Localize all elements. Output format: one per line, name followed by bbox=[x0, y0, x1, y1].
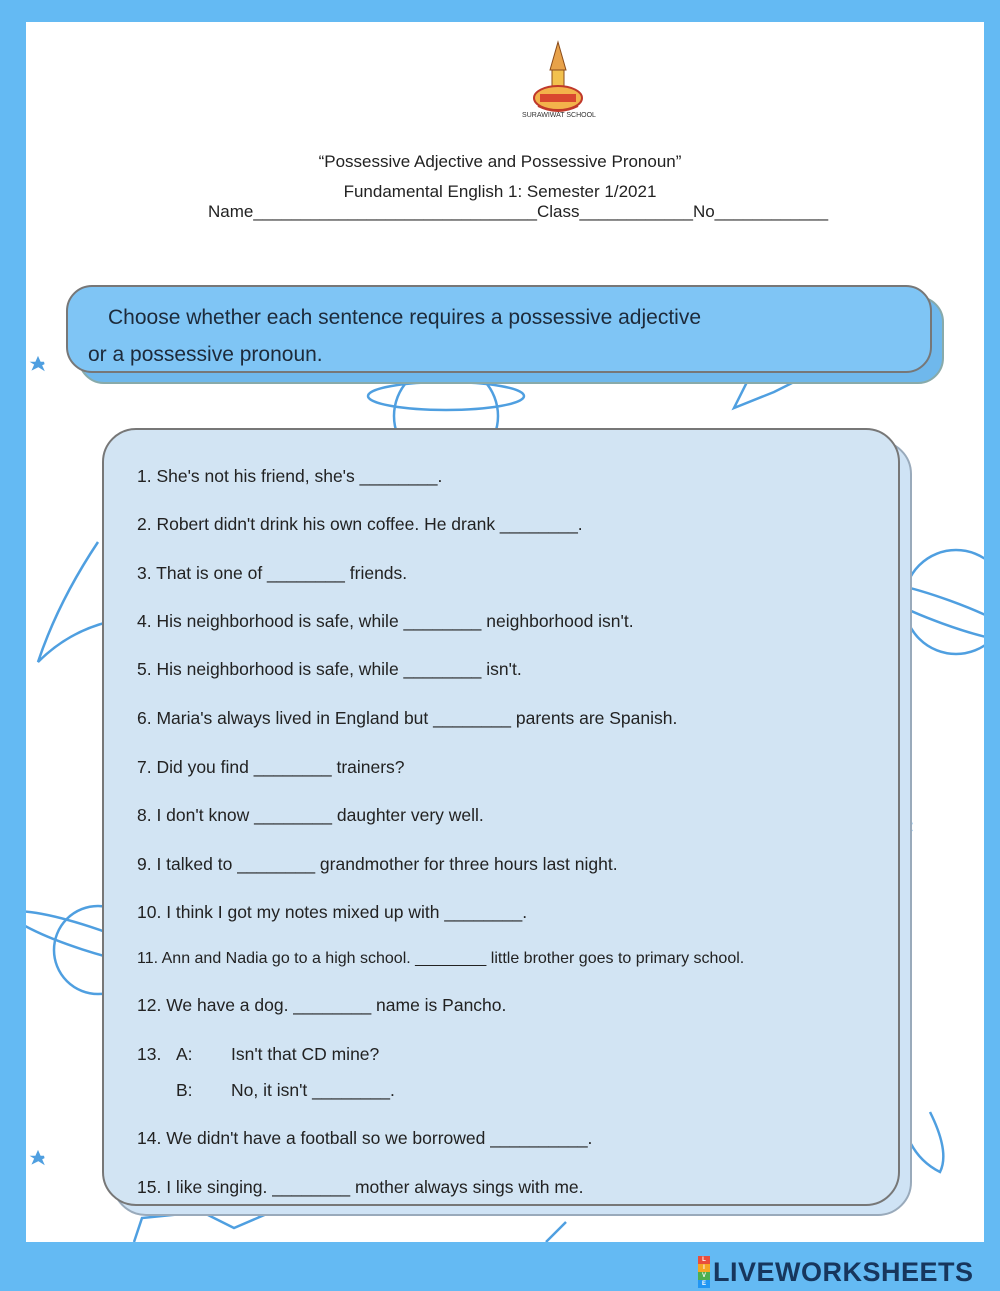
question-13-number: 13. bbox=[137, 1044, 162, 1064]
question-3: 3. That is one of ________ friends. bbox=[137, 563, 408, 583]
school-name-caption: SURAWIWAT SCHOOL bbox=[522, 112, 596, 119]
worksheet-subtitle: Fundamental English 1: Semester 1/2021 bbox=[343, 182, 657, 201]
question-13-b-label: B: bbox=[176, 1080, 193, 1100]
question-13-a-label: A: bbox=[176, 1044, 193, 1064]
question-15: 15. I like singing. ________ mother always sings with me. bbox=[137, 1177, 584, 1197]
student-info-line: Name______________________________Class____________No____________ bbox=[208, 202, 829, 221]
instruction-line-2: or a possessive pronoun. bbox=[88, 343, 323, 366]
question-9: 9. I talked to ________ grandmother for three hours last night. bbox=[137, 854, 618, 874]
question-1: 1. She's not his friend, she's ________. bbox=[137, 466, 443, 486]
live-letter: I bbox=[698, 1264, 710, 1272]
star-doodle bbox=[34, 359, 44, 368]
question-4: 4. His neighborhood is safe, while ________ neighborhood isn't. bbox=[137, 611, 634, 631]
rocket-fin-doodle bbox=[910, 1112, 943, 1172]
live-letter: E bbox=[698, 1280, 710, 1288]
question-8: 8. I don't know ________ daughter very well. bbox=[137, 805, 484, 825]
question-5: 5. His neighborhood is safe, while ________ isn't. bbox=[137, 659, 522, 679]
question-11: 11. Ann and Nadia go to a high school. ________ little brother goes to primary school. bbox=[137, 950, 745, 967]
rocket-fin-doodle bbox=[38, 542, 108, 662]
question-6: 6. Maria's always lived in England but ________ parents are Spanish. bbox=[137, 708, 678, 728]
constellation-doodle bbox=[546, 1222, 566, 1242]
question-10: 10. I think I got my notes mixed up with ________. bbox=[137, 902, 528, 922]
planet-ring-doodle bbox=[368, 382, 524, 410]
question-7: 7. Did you find ________ trainers? bbox=[137, 757, 405, 777]
star-doodle bbox=[34, 1153, 44, 1162]
instruction-line-1: Choose whether each sentence requires a possessive adjective bbox=[108, 306, 702, 329]
worksheet-title: “Possessive Adjective and Possessive Pronoun” bbox=[318, 152, 682, 171]
live-letter: L bbox=[698, 1256, 710, 1264]
planet-doodle bbox=[904, 550, 984, 654]
brand-name: LIVEWORKSHEETS bbox=[713, 1256, 974, 1287]
worksheet-page bbox=[26, 22, 984, 1242]
question-2: 2. Robert didn't drink his own coffee. He drank ________. bbox=[137, 514, 583, 534]
instruction-banner bbox=[66, 285, 932, 373]
question-13-a-text: Isn't that CD mine? bbox=[231, 1044, 380, 1064]
question-14: 14. We didn't have a football so we borrowed __________. bbox=[137, 1128, 593, 1148]
instruction-text bbox=[88, 299, 702, 373]
question-12: 12. We have a dog. ________ name is Pancho. bbox=[137, 995, 507, 1015]
live-logo-icon bbox=[698, 1256, 710, 1288]
liveworksheets-brand bbox=[698, 1256, 974, 1288]
live-letter: V bbox=[698, 1272, 710, 1280]
question-13-b-text: No, it isn't ________. bbox=[231, 1080, 395, 1100]
